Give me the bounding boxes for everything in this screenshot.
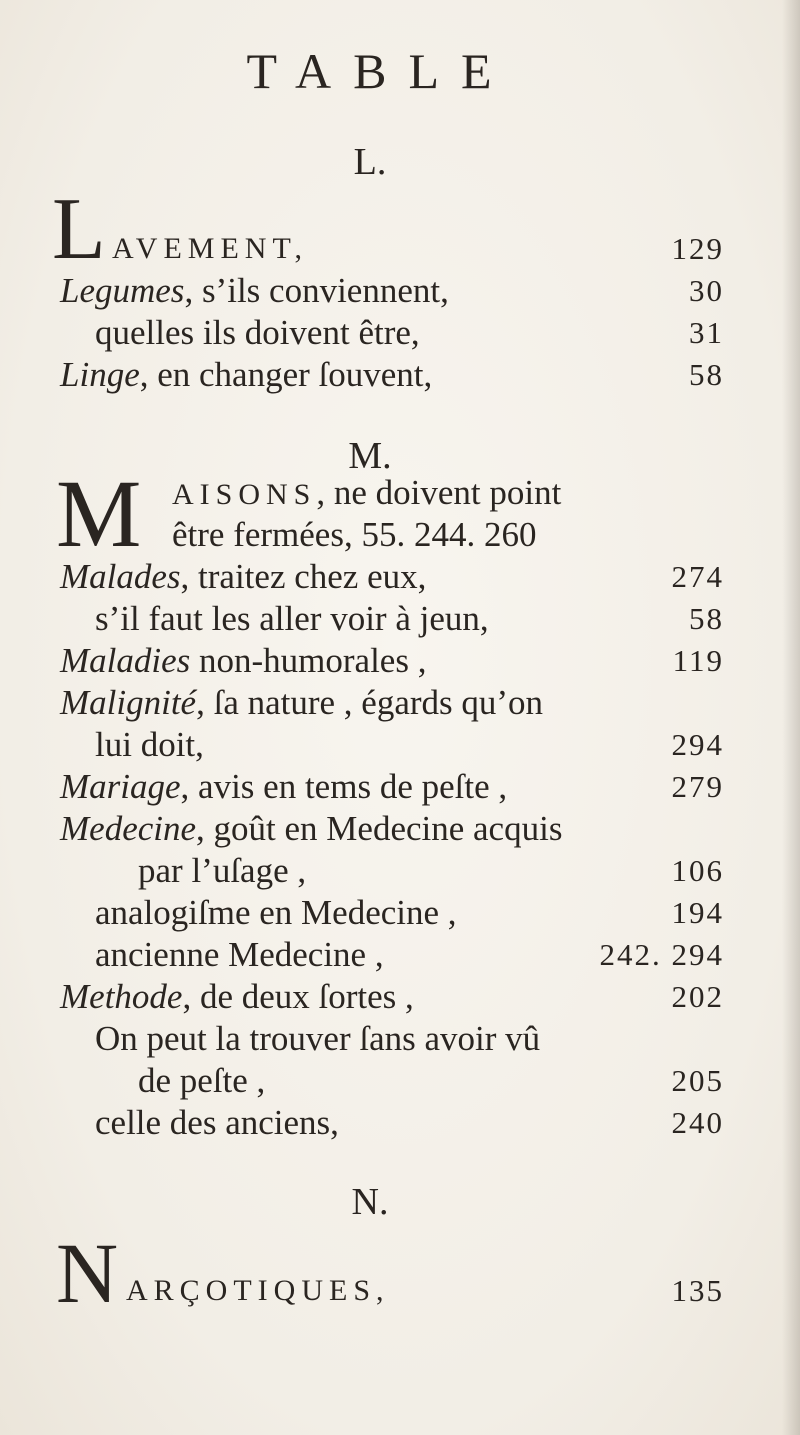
entry-page: 294 <box>671 727 724 762</box>
entry-text: quelles ils doivent être, <box>95 313 420 352</box>
entry-page: 30 <box>689 273 724 308</box>
entry-page: 135 <box>671 1273 724 1308</box>
entry-text: , s’ils conviennent, <box>184 271 449 310</box>
entry-text: , avis en tems de peſte , <box>180 767 508 806</box>
entry-text: non-humorales , <box>190 641 427 680</box>
entry-term: Maladies <box>60 641 191 680</box>
index-entry <box>0 1018 760 1060</box>
entry-head: AISONS <box>172 478 317 511</box>
index-entry <box>0 598 760 640</box>
entry-text: , de deux ſortes , <box>182 977 414 1016</box>
index-entry <box>0 892 760 934</box>
index-entry <box>0 808 760 850</box>
entry-text: celle des anciens, <box>95 1103 339 1142</box>
entry-term: Mariage <box>60 767 181 806</box>
index-entry <box>0 514 760 556</box>
entry-text: , ſa nature , égards qu’on <box>196 683 544 722</box>
entry-page: 274 <box>671 559 724 594</box>
section-letter-m: M. <box>348 435 392 477</box>
entry-page: 202 <box>671 979 724 1014</box>
index-entry <box>0 682 760 724</box>
index-entry <box>0 312 760 354</box>
page-title: TABLE <box>246 43 514 99</box>
entry-head: ARÇOTIQUES, <box>126 1274 390 1307</box>
entry-term: Medecine <box>60 809 197 848</box>
entry-term: Malignité <box>60 683 197 722</box>
index-entry <box>0 850 760 892</box>
entry-page: 106 <box>671 853 724 888</box>
entry-text: être fermées, 55. 244. 260 <box>172 515 537 554</box>
entry-page: 279 <box>671 769 724 804</box>
entry-text: analogiſme en Medecine , <box>95 893 457 932</box>
index-entry <box>0 1270 760 1312</box>
entry-page: 205 <box>671 1063 724 1098</box>
index-entry <box>0 766 760 808</box>
entry-page: 119 <box>672 643 724 678</box>
index-entry <box>0 724 760 766</box>
index-entry <box>0 640 760 682</box>
index-entry <box>0 228 760 270</box>
index-entry <box>0 354 760 396</box>
index-entry <box>0 472 760 514</box>
entry-text: ancienne Medecine , <box>95 935 384 974</box>
index-entry <box>0 1060 760 1102</box>
entry-page: 242. 294 <box>599 937 724 972</box>
entry-text: , goût en Medecine acquis <box>196 809 563 848</box>
dropcap-m: M <box>56 460 142 567</box>
entry-text: lui doit, <box>95 725 204 764</box>
dropcap-l: L <box>52 181 106 278</box>
entry-page: 129 <box>671 231 724 266</box>
entry-page: 58 <box>689 357 724 392</box>
entry-term: Linge <box>60 355 140 394</box>
entry-text: On peut la trouver ſans avoir vû <box>95 1019 541 1058</box>
entry-term: Legumes <box>60 271 185 310</box>
entry-page: 194 <box>671 895 724 930</box>
entry-page: 31 <box>689 315 724 350</box>
index-entry <box>0 270 760 312</box>
entry-head: AVEMENT, <box>112 232 309 265</box>
index-entry <box>0 934 760 976</box>
index-entry <box>0 556 760 598</box>
dropcap-n: N <box>56 1225 119 1321</box>
entry-text: , traitez chez eux, <box>180 557 427 596</box>
section-letter-l: L. <box>353 141 387 183</box>
entry-term: Methode <box>60 977 183 1016</box>
entry-text: par l’uſage , <box>138 851 307 890</box>
section-letter-n: N. <box>351 1181 389 1223</box>
entry-text: de peſte , <box>138 1061 266 1100</box>
index-entry <box>0 1102 760 1144</box>
entry-text: , ne doivent point <box>316 473 562 512</box>
entry-term: Malades <box>60 557 181 596</box>
entry-page: 58 <box>689 601 724 636</box>
index-entry <box>0 976 760 1018</box>
entry-text: s’il faut les aller voir à jeun, <box>95 599 489 638</box>
entry-page: 240 <box>671 1105 724 1140</box>
entry-text: , en changer ſouvent, <box>139 355 433 394</box>
